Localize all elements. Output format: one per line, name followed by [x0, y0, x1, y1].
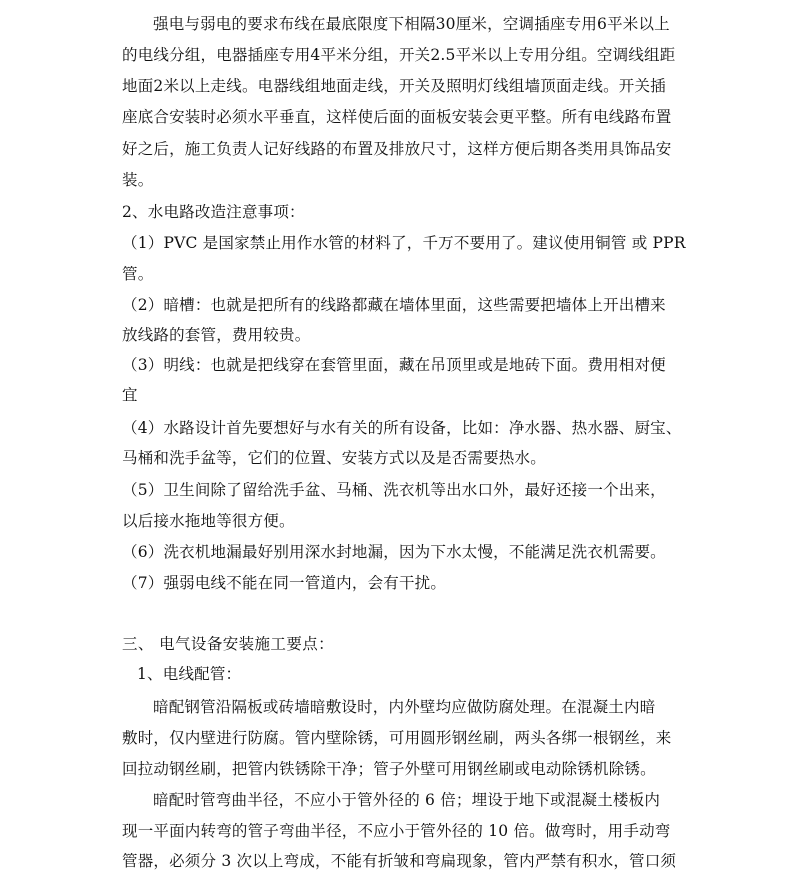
- subsection-heading: 1、电线配管：: [137, 665, 242, 683]
- section-heading: 2、水电路改造注意事项：: [122, 203, 305, 221]
- paragraph-line: 强电与弱电的要求布线在最底限度下相隔30厘米，空调插座专用6平米以上: [153, 15, 670, 33]
- list-item-line: 宜: [122, 386, 138, 404]
- list-item-line: （4）水路设计首先要想好与水有关的所有设备，比如：净水器、热水器、厨宝、: [122, 419, 682, 437]
- list-item-line: 放线路的套管，费用较贵。: [122, 326, 311, 344]
- paragraph-line: 座底合安装时必须水平垂直，这样使后面的面板安装会更平整。所有电线路布置: [122, 108, 672, 126]
- list-item-line: （6）洗衣机地漏最好别用深水封地漏，因为下水太慢，不能满足洗衣机需要。: [122, 543, 666, 561]
- paragraph-line: 回拉动钢丝刷，把管内铁锈除干净；管子外壁可用钢丝刷或电动除锈机除锈。: [122, 760, 656, 778]
- paragraph-line: 管器，必须分 3 次以上弯成，不能有折皱和弯扁现象，管内严禁有积水，管口须: [122, 852, 677, 870]
- list-item-line: （5）卫生间除了留给洗手盆、马桶、洗衣机等出水口外，最好还接一个出来，: [122, 481, 666, 499]
- list-item-line: （2）暗槽：也就是把所有的线路都藏在墙体里面，这些需要把墙体上开出槽来: [122, 296, 666, 314]
- paragraph-line: 现一平面内转弯的管子弯曲半径，不应小于管外径的 10 倍。做弯时，用手动弯: [122, 822, 671, 840]
- paragraph-line: 暗配时管弯曲半径，不应小于管外径的 6 倍；埋设于地下或混凝土楼板内: [153, 791, 661, 809]
- paragraph-line: 敷时，仅内壁进行防腐。管内壁除锈，可用圆形钢丝刷，两头各绑一根钢丝，来: [122, 729, 672, 747]
- list-item-line: 马桶和洗手盆等，它们的位置、安装方式以及是否需要热水。: [122, 449, 546, 467]
- paragraph-line: 的电线分组，电器插座专用4平米分组，开关2.5平米以上专用分组。空调线组距: [122, 46, 676, 64]
- paragraph-line: 好之后，施工负责人记好线路的布置及排放尺寸，这样方便后期各类用具饰品安: [122, 140, 672, 158]
- list-item-line: 以后接水拖地等很方便。: [122, 512, 295, 530]
- list-item-line: 管。: [122, 265, 154, 283]
- list-item-line: （7）强弱电线不能在同一管道内，会有干扰。: [122, 574, 447, 592]
- paragraph-line: 暗配钢管沿隔板或砖墙暗敷设时，内外壁均应做防腐处理。在混凝土内暗: [153, 698, 656, 716]
- paragraph-line: 装。: [122, 171, 154, 189]
- list-item-line: （3）明线：也就是把线穿在套管里面，藏在吊顶里或是地砖下面。费用相对便: [122, 356, 666, 374]
- section-heading: 三、 电气设备安装施工要点：: [122, 635, 335, 653]
- list-item-line: （1）PVC 是国家禁止用作水管的材料了，千万不要用了。建议使用铜管 或 PPR: [122, 234, 686, 252]
- paragraph-line: 地面2米以上走线。电器线组地面走线，开关及照明灯线组墙顶面走线。开关插: [122, 77, 666, 95]
